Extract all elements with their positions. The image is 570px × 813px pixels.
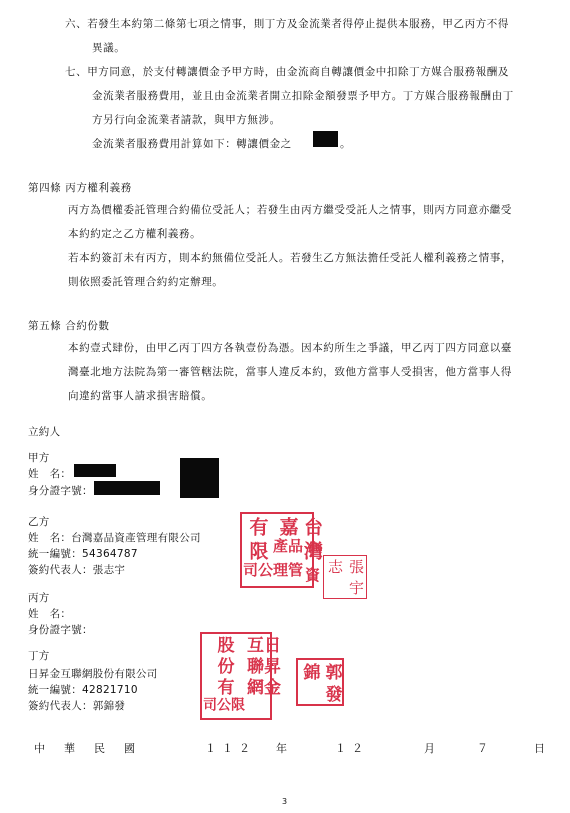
fee-line: 金流業者服務費用計算如下：轉讓價金之 [92,138,292,150]
redacted-party-a-seal [180,458,219,498]
party-d-rep-seal: 郭 錦 發 [296,658,344,706]
party-c-id-label: 身份證字號： [28,624,93,636]
article-4-p1-line-1: 丙方為價權委託管理合約備位受託人；若發生由丙方繼受受託人之情事，則丙方同意亦繼受 [68,204,512,216]
party-b-rep-line: 簽約代表人：張志宇 [28,564,126,576]
date-month: １２ [335,742,369,755]
article-5-line-2: 灣臺北地方法院為第一審管轄法院，當事人違反本約，致他方當事人受損害，他方當事人得 [68,366,512,378]
clause-6-line-2: 異議。 [92,42,126,54]
article-4-p1-line-2: 本約約定之乙方權利義務。 [68,228,202,240]
party-b-rep-seal: 張 志 宇 [323,555,367,599]
party-b-company-seal: 台 嘉 有 灣 品產 限 資 管理 公司 [240,512,314,588]
article-4-p2-line-1: 若本約簽訂未有丙方，則本約無備位受託人。若發生乙方無法擔任受託人權利義務之情事， [68,252,512,264]
fee-line-end: 。 [340,138,352,150]
clause-6-line-1: 六、若發生本約第二條第七項之情事，則丁方及金流業者得停止提供本服務，甲乙丙方不得 [65,18,509,30]
page-number: 3 [282,797,288,806]
date-era: 中 華 民 國 [34,742,139,755]
article-4-p2-line-2: 則依照委託管理合約約定辦理。 [68,276,224,288]
date-day: ７ [477,742,488,755]
party-a-id-label: 身分證字號： [28,485,93,497]
clause-7-line-3: 方另行向金流業者請款，與甲方無涉。 [92,114,281,126]
article-5-line-3: 向違約當事人請求損害賠償。 [68,390,213,402]
party-d-rep-line: 簽約代表人：郭錦發 [28,700,126,712]
party-c-label: 丙方 [28,592,50,604]
party-d-tax-id-line: 統一編號：42821710 [28,684,138,696]
article-4-title: 第四條 丙方權利義務 [28,182,132,194]
article-5-line-1: 本約壹式肆份，由甲乙丙丁四方各執壹份為憑。因本約所生之爭議，甲乙丙丁四方同意以臺 [68,342,512,354]
party-c-name-label: 姓 名： [28,608,72,620]
party-a-name-label: 姓 名： [28,468,72,480]
date-year: １１２ [205,742,256,755]
article-5-title: 第五條 合約份數 [28,320,110,332]
date-year-unit: 年 [276,742,287,755]
redacted-party-a-name [74,464,116,477]
party-b-name-line: 姓 名：台灣嘉品資產管理有限公司 [28,532,201,544]
party-a-label: 甲方 [28,452,50,464]
signatories-heading: 立約人 [28,426,61,438]
party-b-tax-id-line: 統一編號：54364787 [28,548,138,560]
party-d-company-line: 日昇金互聯網股份有限公司 [28,668,158,680]
party-d-company-seal: 日 互 股 昇 聯 份 金 網 有 限公司 [200,632,272,720]
party-b-label: 乙方 [28,516,50,528]
date-day-unit: 日 [534,742,545,755]
redacted-fee-rate [313,131,338,147]
redacted-party-a-id [94,481,160,495]
date-month-unit: 月 [424,742,435,755]
party-d-label: 丁方 [28,650,50,662]
clause-7-line-2: 金流業者服務費用，並且由金流業者開立扣除金額發票予甲方。丁方媒合服務報酬由丁 [92,90,514,102]
clause-7-line-1: 七、甲方同意，於支付轉讓價金予甲方時，由金流商自轉讓價金中扣除丁方媒合服務報酬及 [65,66,509,78]
